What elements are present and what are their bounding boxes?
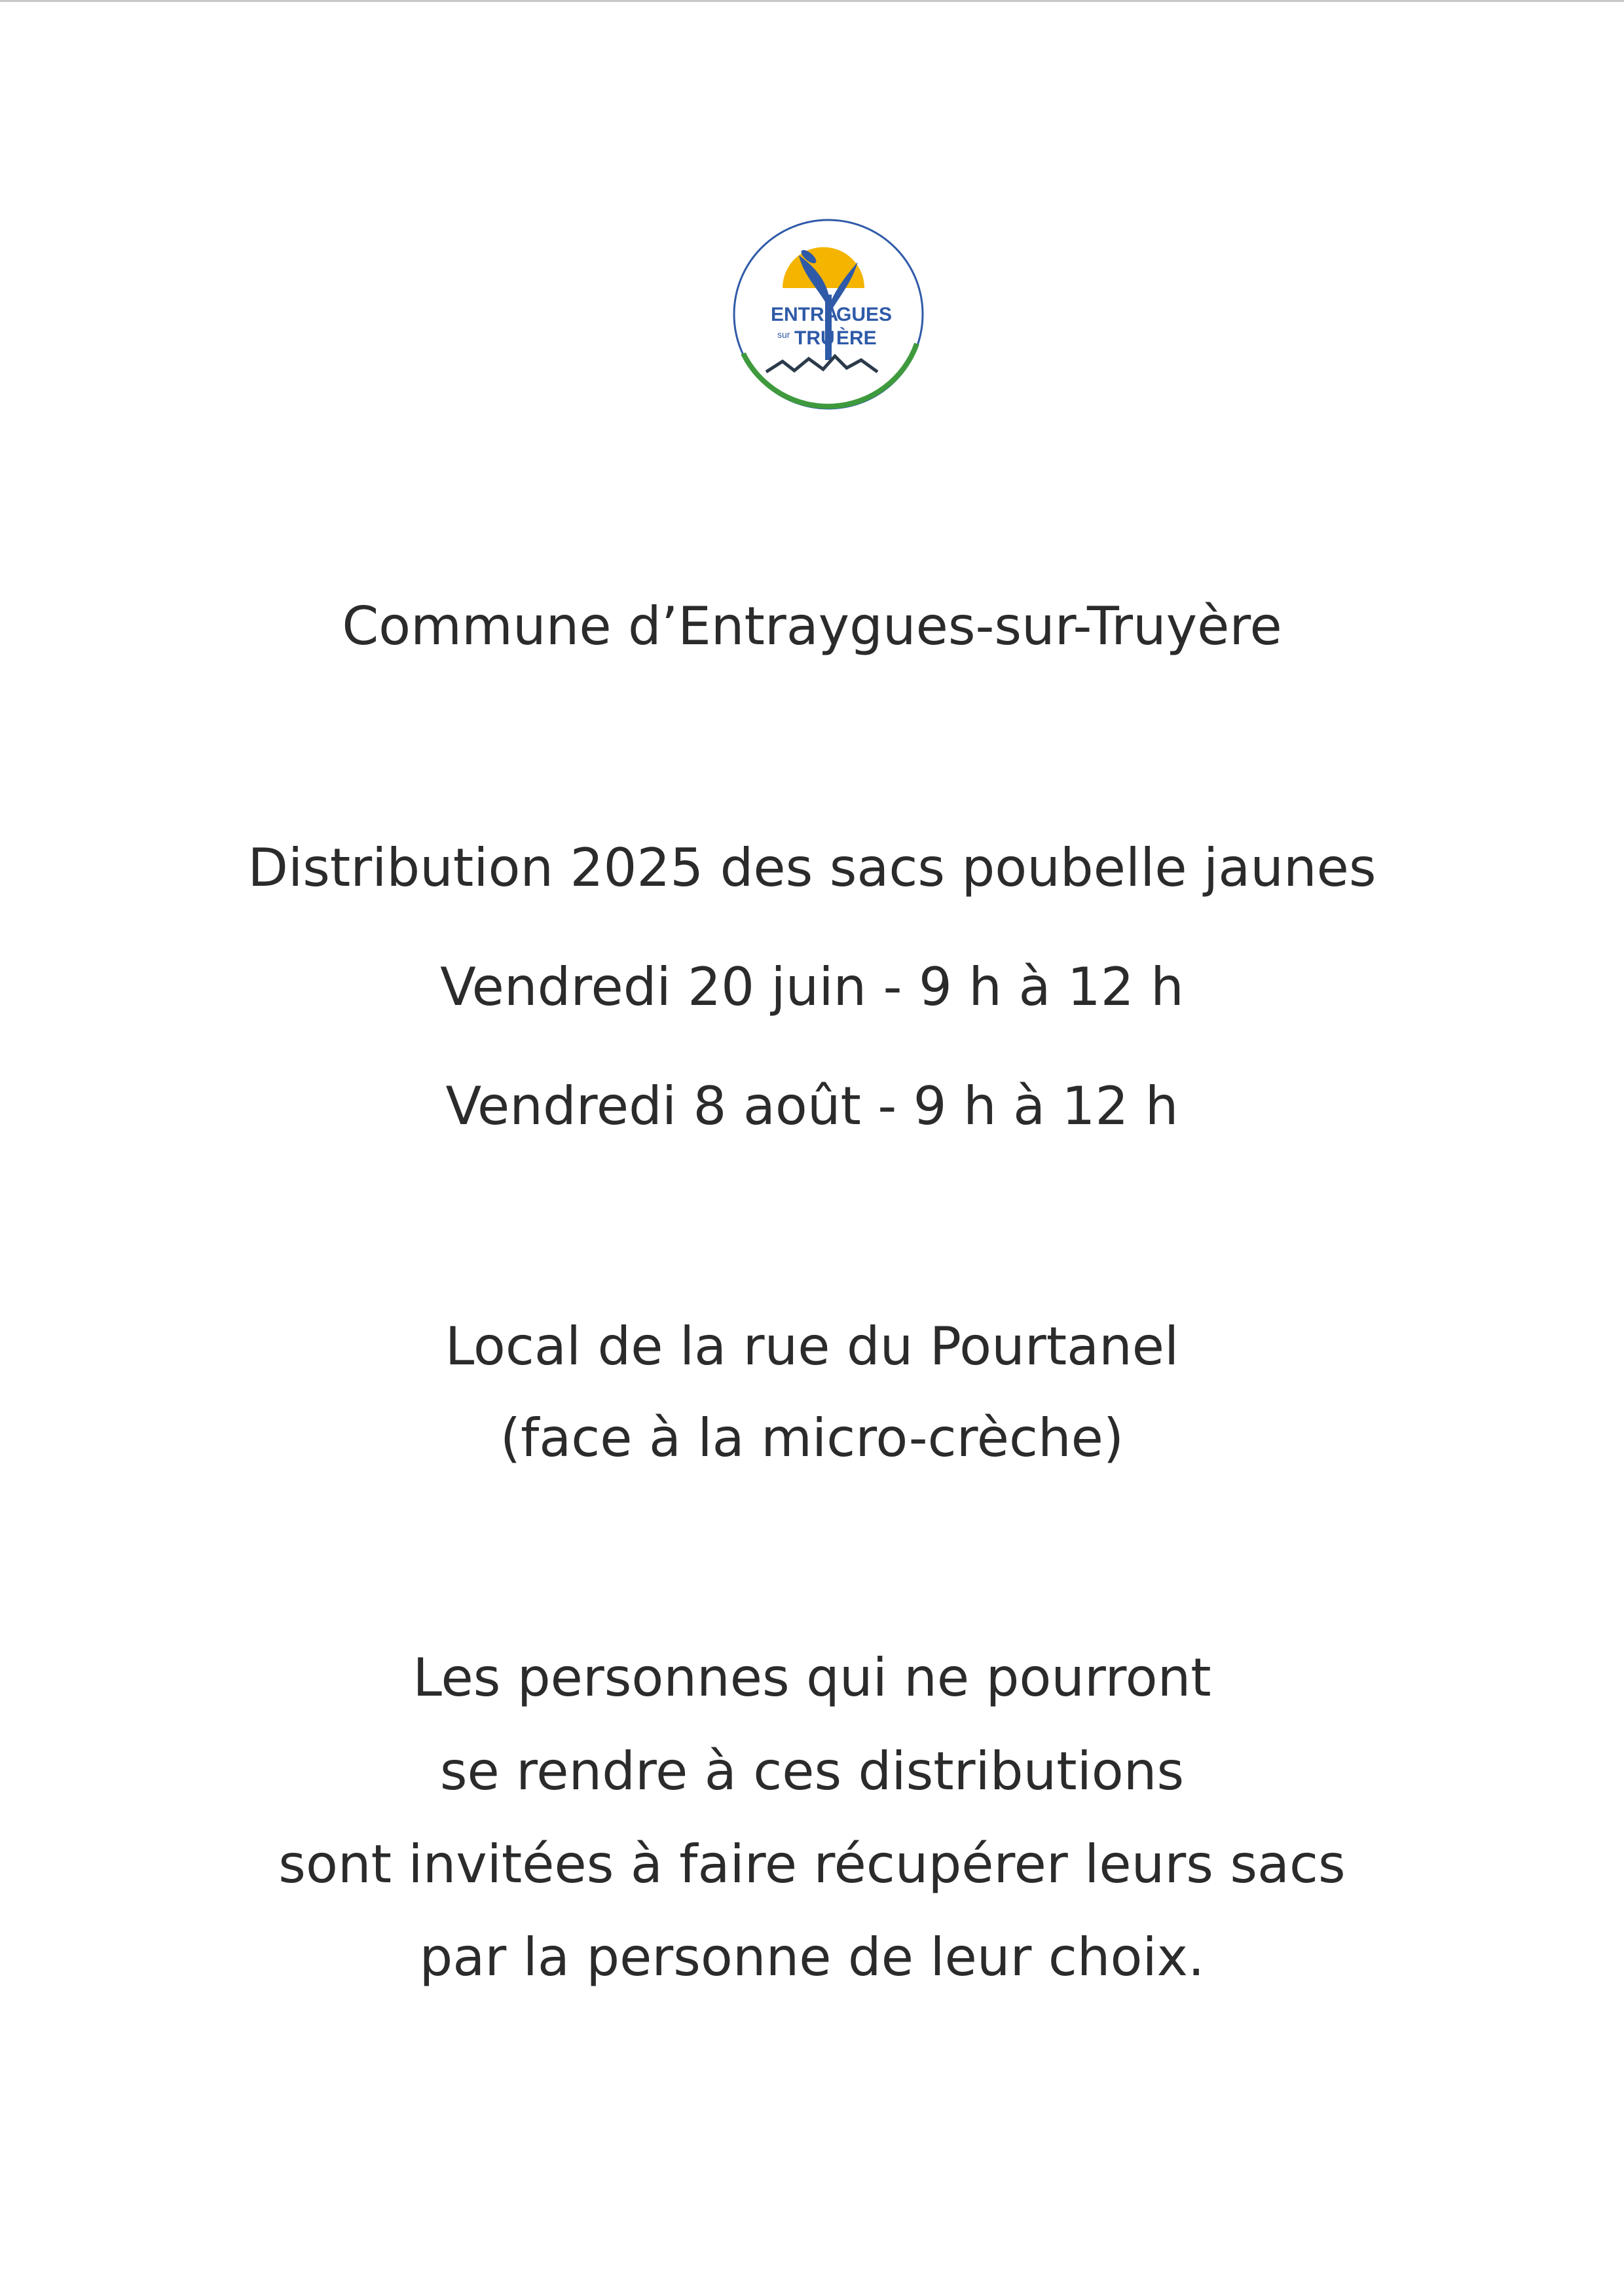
note-line-3: sont invitées à faire récupérer leurs sacs [278,1834,1346,1895]
commune-name: Commune d’Entraygues-sur-Truyère [342,596,1282,657]
commune-logo [730,216,927,412]
svg-text:TRU: TRU [794,327,835,349]
distribution-date-1: Vendredi 20 juin - 9 h à 12 h [440,957,1184,1017]
svg-text:GUES: GUES [836,304,893,325]
distribution-date-2: Vendredi 8 août - 9 h à 12 h [445,1076,1179,1137]
page-top-border [0,0,1624,2]
distribution-title: Distribution 2025 des sacs poubelle jaunes [248,837,1376,898]
location-line-1: Local de la rue du Pourtanel [445,1316,1179,1377]
location-line-2: (face à la micro-crèche) [500,1408,1124,1468]
svg-text:ÈRE: ÈRE [836,327,877,349]
entraygues-sur-truyere-logo-icon [730,216,927,412]
note-line-2: se rendre à ces distributions [439,1741,1185,1802]
note-line-1: Les personnes qui ne pourront [413,1647,1211,1708]
note-line-4: par la personne de leur choix. [419,1927,1205,1988]
svg-text:sur: sur [777,329,790,340]
svg-text:ENTRA: ENTRA [771,304,839,325]
